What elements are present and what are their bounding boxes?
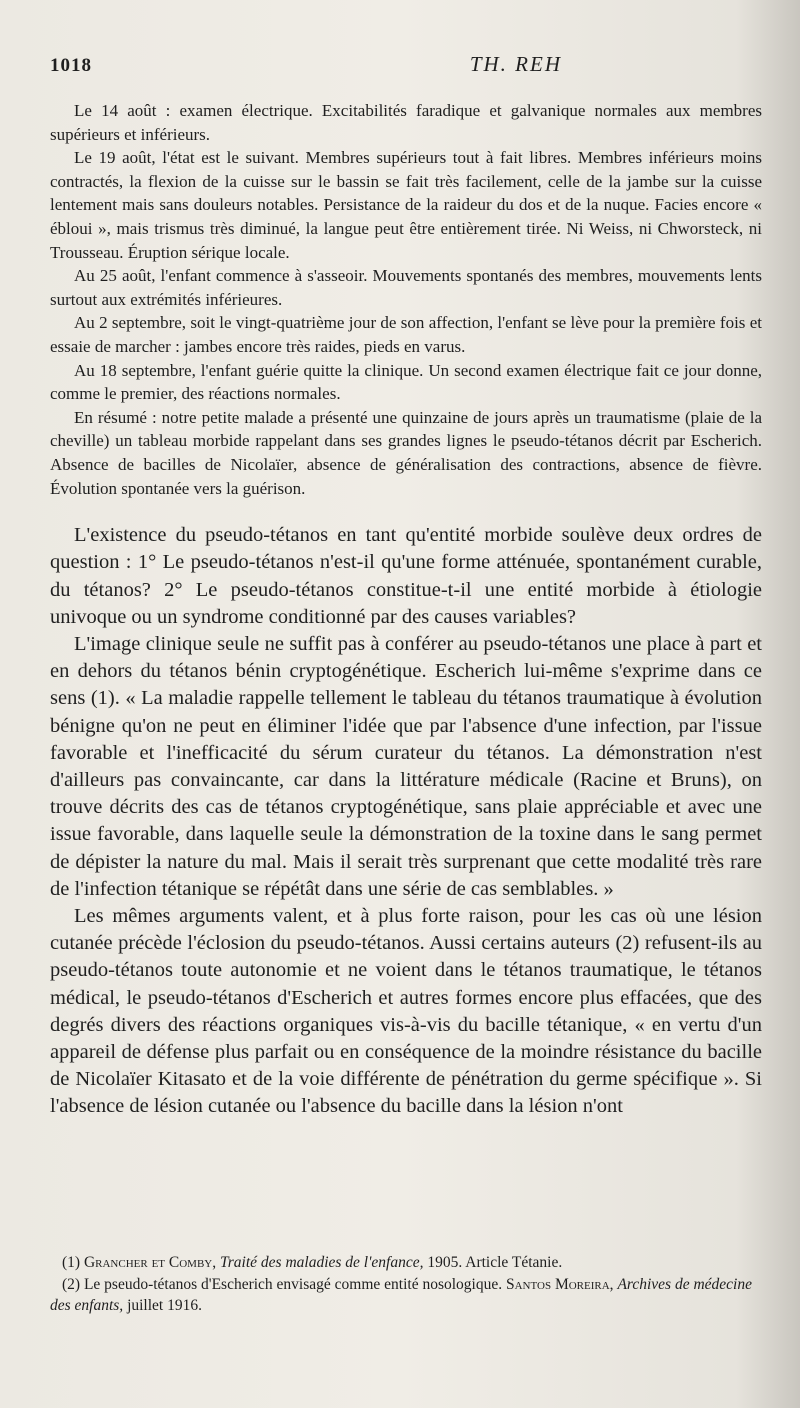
footnotes <box>50 1252 762 1317</box>
body-paragraph: L'image clinique seule ne suffit pas à conférer au pseudo-tétanos une place à part et en dehors du tétanos bénin cryptogénétique. Escherich lui-même s'exprime dans ce sens (1). « La maladie rappelle tellement le tableau du tétanos traumatique à évolution bénigne qu'on ne peut en éliminer l'idée que par l'absence d'une infection, par l'issue favorable et l'inefficacité du sérum curateur du tétanos. La démonstration n'est d'ailleurs pas convaincante, car dans la littérature médicale (Racine et Bruns), on trouve décrits des cas de tétanos cryptogénétique, sans plaie appréciable et avec une issue favorable, dans laquelle seule la démonstration de la toxine dans le sang permet de dépister la nature du mal. Mais il serait très surprenant que cette modalité très rare de l'infection tétanique se répétât dans une série de cas semblables. » <box>50 632 762 900</box>
footnote-journal: Archives de médecine des enfants, <box>50 1275 752 1314</box>
footnote-date: juillet 1916. <box>127 1297 202 1314</box>
footnote-title: Traité des maladies de l'enfance, <box>220 1254 424 1271</box>
case-paragraph: Le 14 août : examen électrique. Excitabilités faradique et galvanique normales aux membres supérieurs et inférieurs. <box>50 101 762 144</box>
running-title: TH. REH <box>469 52 562 76</box>
body-paragraph: L'existence du pseudo-tétanos en tant qu'entité morbide soulève deux ordres de question : 1° Le pseudo-tétanos n'est-il qu'une forme atténuée, spontanément curable, du tétanos? 2° Le pseudo-tétanos constitue-t-il une entité morbide à étiologie univoque ou un syndrome conditionné par des causes variables? <box>50 524 762 628</box>
page-number: 1018 <box>50 55 92 76</box>
case-paragraph: Au 25 août, l'enfant commence à s'asseoir. Mouvements spontanés des membres, mouvements lents surtout aux extrémités inférieures. <box>50 266 762 309</box>
footnote-2 <box>50 1274 762 1317</box>
running-header <box>50 52 762 77</box>
footnote-mark: (1) <box>62 1254 81 1271</box>
body-paragraph: Les mêmes arguments valent, et à plus forte raison, pour les cas où une lésion cutanée précède l'éclosion du pseudo-tétanos. Aussi certains auteurs (2) refusent-ils au pseudo-tétanos toute autonomie et ne voient dans le tétanos traumatique, le tétanos médical, le pseudo-tétanos d'Escherich et autres formes encore plus effacées, que des degrés divers des réactions organiques vis-à-vis du bacille tétanique, « en vertu d'un appareil de défense plus parfait ou en conséquence de la moindre résistance du bacille de Nicolaïer Kitasato et de la voie différente de pénétration du germe spécifique ». Si l'absence de lésion cutanée ou l'absence du bacille dans la lésion n'ont <box>50 904 762 1118</box>
footnote-rest: 1905. Article Tétanie. <box>427 1254 563 1271</box>
footnote-text: Le pseudo-tétanos d'Escherich envisagé comme entité nosologique. <box>83 1275 503 1293</box>
case-paragraph: Le 19 août, l'état est le suivant. Membres supérieurs tout à fait libres. Membres inférieurs moins contractés, la flexion de la cuisse sur le bassin se fait très facilement, celle de la jambe sur la cuisse lentement mais sans douleurs notables. Persistance de la raideur du dos et de la nuque. Facies encore « ébloui », mais trismus très diminué, la langue peut être entièrement tirée. Ni Weiss, ni Chworsteck, ni Trousseau. Éruption sérique locale. <box>50 148 762 262</box>
case-paragraph: Au 18 septembre, l'enfant guérie quitte la clinique. Un second examen électrique fait ce jour donne, comme le premier, des réactions normales. <box>50 360 762 404</box>
case-paragraph: En résumé : notre petite malade a présenté une quinzaine de jours après un traumatisme (plaie de la cheville) un tableau morbide rappelant dans ses grandes lignes le pseudo-tétanos décrit par Escherich. Absence de bacilles de Nicolaïer, absence de généralisation des contractions, absence de fièvre. Évolution spontanée vers la guérison. <box>50 407 762 498</box>
footnote-author: Grancher et Comby, <box>83 1254 217 1271</box>
case-paragraph: Au 2 septembre, soit le vingt-quatrième jour de son affection, l'enfant se lève pour la première fois et essaie de marcher : jambes encore très raides, pieds en varus. <box>50 313 762 356</box>
footnote-mark: (2) <box>62 1275 81 1293</box>
main-text <box>50 522 762 1120</box>
footnote-author: Santos Moreira, <box>505 1275 614 1293</box>
case-report <box>50 99 762 500</box>
footnote-1 <box>50 1252 762 1274</box>
